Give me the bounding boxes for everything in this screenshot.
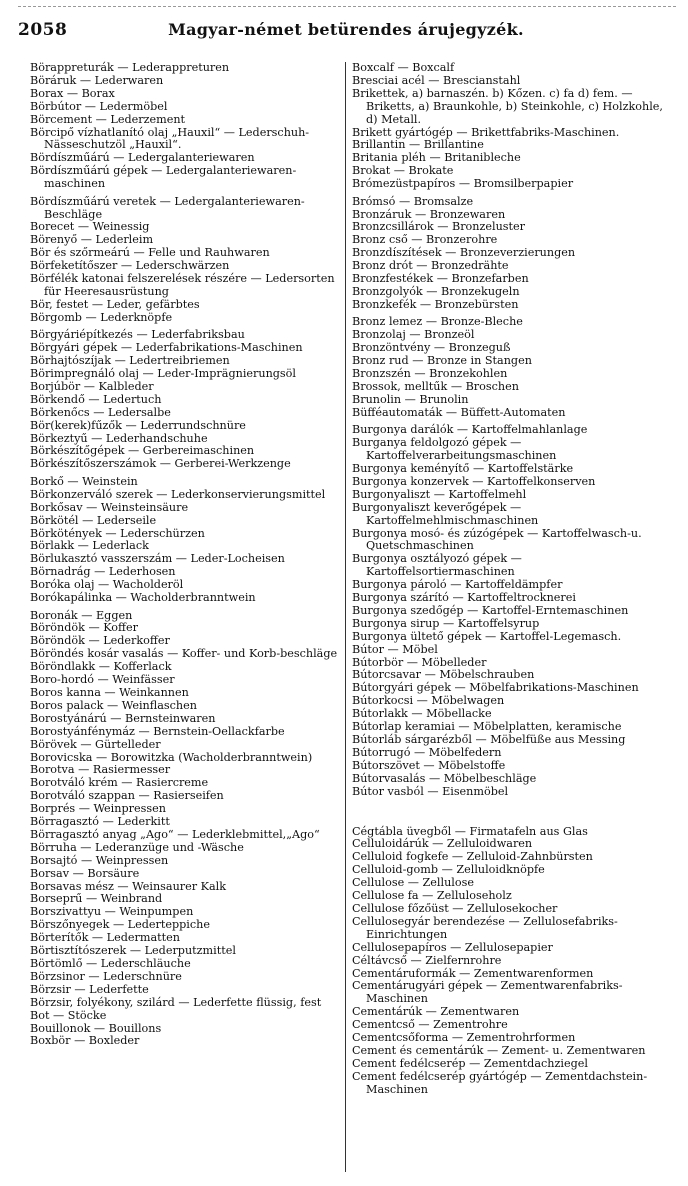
index-entry: Cellulose főzőüst — Zellulosekocher — [352, 901, 558, 915]
index-entry: Brikettek, a) barnaszén. b) Kőzen. c) fa d) fem. — Briketts, a) Braunkohle, b) Steinkohle, c) Holzkohle, d) Metall. — [352, 86, 663, 126]
index-entry: Börkeztyű — Lederhandschuhe — [30, 431, 208, 445]
index-entry: Bör és szőrmeárú — Felle und Rauhwaren — [30, 246, 270, 260]
index-entry: Börterítők — Ledermatten — [30, 931, 180, 945]
index-entry: Borotva — Rasiermesser — [30, 763, 171, 777]
index-entry: Burgonyaliszt — Kartoffelmehl — [352, 487, 527, 501]
index-entry: Brillantin — Brillantine — [352, 138, 484, 152]
page-number: 2058 — [18, 20, 68, 40]
index-entry: Borovicska — Borowitzka (Wacholderbranntwein) — [30, 750, 313, 764]
index-entry: Börkészítőgépek — Gerbereimaschinen — [30, 444, 255, 458]
index-entry: Börgomb — Lederknöpfe — [30, 310, 173, 324]
index-entry: Börhajtószíjak — Ledertreibriemen — [30, 354, 230, 368]
index-entry: Cellulose — Zellulose — [352, 876, 474, 890]
index-entry: Cement és cementárúk — Zement- u. Zementwaren — [352, 1043, 646, 1057]
index-entry: Cement fedélcserép — Zementdachziegel — [352, 1056, 588, 1070]
index-entry: Cementcsőforma — Zementrohrformen — [352, 1031, 576, 1045]
index-entry: Börappreturák — Lederappreturen — [30, 61, 230, 74]
index-entry: Büfféautomaták — Büffett-Automaten — [352, 405, 566, 419]
index-entry: Cementcső — Zementrohre — [352, 1018, 508, 1032]
index-entry: Brómsó — Bromsalze — [352, 194, 474, 208]
index-entry: Bútor vasból — Eisenmöbel — [352, 784, 509, 798]
index-entry: Bútorszövet — Möbelstoffe — [352, 758, 506, 772]
index-entry: Burgonya szárító — Kartoffeltrocknerei — [352, 591, 576, 605]
index-entry: Bronz rud — Bronze in Stangen — [352, 354, 532, 368]
index-entry: Burgonya mosó- és zúzógépek — Kartoffelwasch-u. Quetschmaschinen — [352, 526, 642, 553]
index-entry: Cement fedélcserép gyártógép — Zementdachstein-Maschinen — [352, 1069, 648, 1096]
index-entry: Borszivattyu — Weinpumpen — [30, 905, 194, 919]
index-entry: Bútorvasalás — Möbelbeschläge — [352, 771, 537, 785]
index-entry: Brikett gyártógép — Brikettfabriks-Maschinen. — [352, 125, 620, 139]
index-entry: Böráruk — Lederwaren — [30, 73, 164, 87]
index-entry: Börzsinor — Lederschnüre — [30, 969, 182, 983]
index-entry: Burgonya szedőgép — Kartoffel-Erntemaschinen — [352, 603, 629, 617]
index-entry: Céltávcső — Zielfernrohre — [352, 953, 502, 967]
index-entry: Borostyánárú — Bernsteinwaren — [30, 711, 216, 725]
index-entry: Britania pléh — Britanibleche — [352, 151, 521, 165]
index-entry: Börbútor — Ledermöbel — [30, 99, 168, 113]
index-entry: Boros palack — Weinflaschen — [30, 698, 197, 712]
index-entry: Boro-hordó — Weinfässer — [30, 673, 175, 687]
index-entry: Bronzszén — Bronzekohlen — [352, 367, 508, 381]
index-entry: Bördíszműárú — Ledergalanteriewaren — [30, 151, 255, 165]
index-entry: Brossok, melltűk — Broschen — [352, 379, 519, 393]
index-entry: Borsavas mész — Weinsaurer Kalk — [30, 879, 227, 893]
index-entry: Börkötél — Lederseile — [30, 513, 157, 527]
index-entry: Boros kanna — Weinkannen — [30, 685, 189, 699]
index-entry: Cellulosegyár berendezése — Zellulosefabriks-Einrichtungen — [352, 914, 618, 941]
index-entry: Burgonya sirup — Kartoffelsyrup — [352, 616, 540, 630]
index-entry: Börzsir, folyékony, szilárd — Lederfette flüssig, fest — [30, 995, 322, 1009]
column-divider — [345, 62, 346, 1172]
index-entry: Börcipő vízhatlanító olaj „Hauxil“ — Lederschuh-Nässeschutzöl „Hauxil“. — [30, 125, 310, 152]
index-entry: Borókapálinka — Wacholderbranntwein — [30, 591, 256, 605]
index-entry: Bútorgyári gépek — Möbelfabrikations-Maschinen — [352, 681, 639, 695]
index-entry: Borsav — Borsäure — [30, 866, 140, 880]
index-entry: Börkendő — Ledertuch — [30, 392, 162, 406]
index-entry: Bútorláb sárgarézből — Möbelfüße aus Messing — [352, 733, 626, 746]
index-entry: Börfélék katonai felszerelések részére — Ledersorten für Heeresausrüstung — [30, 272, 335, 298]
index-entry: Burgonyaliszt keverőgépek — Kartoffelmehlmischmaschinen — [352, 500, 539, 527]
index-entry: Bronzáruk — Bronzewaren — [352, 207, 506, 221]
index-entry: Börkenőcs — Ledersalbe — [30, 405, 171, 419]
index-entry: Börimpregnáló olaj — Leder-Imprägnierungsöl — [30, 367, 296, 381]
index-entry: Burgonya keményítő — Kartoffelstärke — [352, 461, 574, 475]
page-header — [18, 16, 674, 46]
index-entry: Börfeketítőszer — Lederschwärzen — [30, 259, 230, 273]
index-entry: Börzsir — Lederfette — [30, 982, 149, 996]
index-entry: Burgonya osztályozó gépek — Kartoffelsortiermaschinen — [352, 552, 522, 579]
index-entry: Borax — Borax — [30, 86, 115, 100]
page-title: Magyar-német betürendes árujegyzék. — [168, 20, 524, 39]
index-entry: Böröndök — Lederkoffer — [30, 634, 170, 648]
index-entry: Börcement — Lederzement — [30, 112, 186, 126]
index-entry: Bronzkefék — Bronzebürsten — [352, 297, 519, 311]
index-entry: Borprés — Weinpressen — [30, 802, 166, 816]
index-entry: Börnadrág — Lederhosen — [30, 565, 176, 579]
index-entry: Bronzcsillárok — Bronzeluster — [352, 220, 525, 234]
index-entry: Börragasztó — Lederkitt — [30, 815, 170, 829]
index-entry: Bördíszműárú veretek — Ledergalanteriewaren-Beschläge — [30, 194, 305, 221]
index-entry: Börragasztó anyag „Ago“ — Lederklebmittel,„Ago“ — [30, 827, 320, 841]
index-entry: Burgonya ültető gépek — Kartoffel-Legemasch. — [352, 629, 622, 643]
index-entry: Bútorrugó — Möbelfedern — [352, 745, 502, 759]
index-entry: Boxcalf — Boxcalf — [352, 61, 455, 74]
index-entry: Bör, festet — Leder, gefärbtes — [30, 297, 200, 311]
index-entry: Böröndlakk — Kofferlack — [30, 660, 172, 674]
index-entry: Börszőnyegek — Lederteppiche — [30, 918, 210, 932]
index-entry: Bronzfestékek — Bronzefarben — [352, 272, 529, 286]
index-entry: Cementáruformák — Zementwarenformen — [352, 966, 594, 980]
index-entry: Bútorkocsi — Möbelwagen — [352, 694, 505, 708]
index-entry: Bútorbör — Möbelleder — [352, 655, 487, 669]
index-entry: Börkonzerváló szerek — Lederkonservierungsmittel — [30, 487, 326, 501]
index-entry: Burgonya darálók — Kartoffelmahlanlage — [352, 423, 588, 437]
index-entry: Börgyáriépítkezés — Lederfabriksbau — [30, 328, 245, 342]
top-rule — [18, 6, 676, 7]
index-entry: Borecet — Weinessig — [30, 220, 150, 234]
index-entry: Bronzöntvény — Bronzeguß — [352, 341, 511, 355]
index-entry: Borotváló krém — Rasiercreme — [30, 776, 209, 790]
index-entry: Bronzdíszítések — Bronzeverzierungen — [352, 246, 576, 260]
index-entry: Böröndök — Koffer — [30, 621, 138, 635]
index-entry: Celluloidárúk — Zelluloidwaren — [352, 837, 533, 851]
left-column — [30, 62, 340, 1048]
index-entry: Börruha — Lederanzüge und -Wäsche — [30, 840, 244, 854]
index-entry: Bútorlakk — Möbellacke — [352, 707, 492, 721]
index-entry: Borjúbör — Kalbleder — [30, 379, 154, 393]
index-entry: Böröndés kosár vasalás — Koffer- und Korb-beschläge — [30, 647, 338, 661]
index-entry: Burgonya konzervek — Kartoffelkonserven — [352, 474, 596, 488]
index-entry: Bútorcsavar — Möbelschrauben — [352, 668, 535, 682]
index-entry: Burganya feldolgozó gépek — Kartoffelverarbeitungsmaschinen — [352, 436, 557, 463]
index-entry: Boróka olaj — Wacholderöl — [30, 578, 184, 592]
index-entry: Borseprű — Weinbrand — [30, 892, 163, 906]
index-entry: Börlakk — Lederlack — [30, 539, 149, 553]
index-entry: Bronz lemez — Bronze-Bleche — [352, 315, 523, 329]
index-entry: Börkötények — Lederschürzen — [30, 526, 205, 540]
index-entry: Börenyő — Lederleim — [30, 233, 154, 247]
index-entry: Börtömlő — Lederschläuche — [30, 957, 191, 970]
index-entry: Börtisztítószerek — Lederputzmittel — [30, 944, 236, 958]
index-entry: Borsajtó — Weinpressen — [30, 853, 169, 867]
index-entry: Celluloid-gomb — Zelluloidknöpfe — [352, 863, 545, 877]
index-entry: Cementárugyári gépek — Zementwarenfabriks-Maschinen — [352, 979, 623, 1006]
index-entry: Bútorlap keramiai — Möbelplatten, keramische — [352, 720, 622, 734]
index-entry: Bör(kerek)fűzők — Lederrundschnüre — [30, 418, 246, 432]
right-column — [352, 62, 670, 1097]
index-entry: Börlukasztó vasszerszám — Leder-Locheisen — [30, 552, 285, 566]
index-entry: Bronz cső — Bronzerohre — [352, 233, 498, 247]
index-entry: Borotváló szappan — Rasierseifen — [30, 789, 224, 803]
index-entry: Borostyánfénymáz — Bernstein-Oellackfarbe — [30, 724, 285, 738]
index-entry: Boxbör — Boxleder — [30, 1034, 140, 1048]
index-entry: Bronzolaj — Bronzeöl — [352, 328, 475, 342]
index-entry: Börkészítőszerszámok — Gerberei-Werkzenge — [30, 457, 291, 471]
index-entry: Brómezüstpapíros — Bromsilberpapier — [352, 177, 574, 191]
index-entry: Cellulose fa — Zelluloseholz — [352, 889, 512, 903]
index-entry: Bot — Stöcke — [30, 1008, 107, 1022]
index-entry: Borkő — Weinstein — [30, 474, 138, 488]
index-entry: Brokat — Brokate — [352, 164, 454, 178]
index-entry: Burgonya pároló — Kartoffeldämpfer — [352, 578, 563, 592]
index-entry: Bronz drót — Bronzedrähte — [352, 259, 509, 273]
index-entry: Börgyári gépek — Lederfabrikations-Maschinen — [30, 341, 303, 355]
index-entry: Bronzgolyók — Bronzekugeln — [352, 285, 520, 298]
index-entry: Cellulosepapíros — Zellulosepapier — [352, 940, 553, 954]
index-entry: Bördíszműárú gépek — Ledergalanteriewaren-maschinen — [30, 164, 297, 191]
index-entry: Borkősav — Weinsteinsäure — [30, 500, 189, 514]
index-entry: Börövek — Gürtelleder — [30, 737, 161, 751]
index-entry: Bouillonok — Bouillons — [30, 1021, 162, 1035]
index-entry: Celluloid fogkefe — Zelluloid-Zahnbürsten — [352, 850, 593, 864]
index-entry: Cégtábla üvegből — Firmatafeln aus Glas — [352, 824, 588, 838]
index-entry: Brunolin — Brunolin — [352, 392, 469, 406]
index-entry: Boronák — Eggen — [30, 608, 133, 622]
index-entry: Bútor — Möbel — [352, 642, 438, 656]
index-entry: Cementárúk — Zementwaren — [352, 1005, 520, 1019]
index-entry: Bresciai acél — Brescianstahl — [352, 73, 521, 87]
